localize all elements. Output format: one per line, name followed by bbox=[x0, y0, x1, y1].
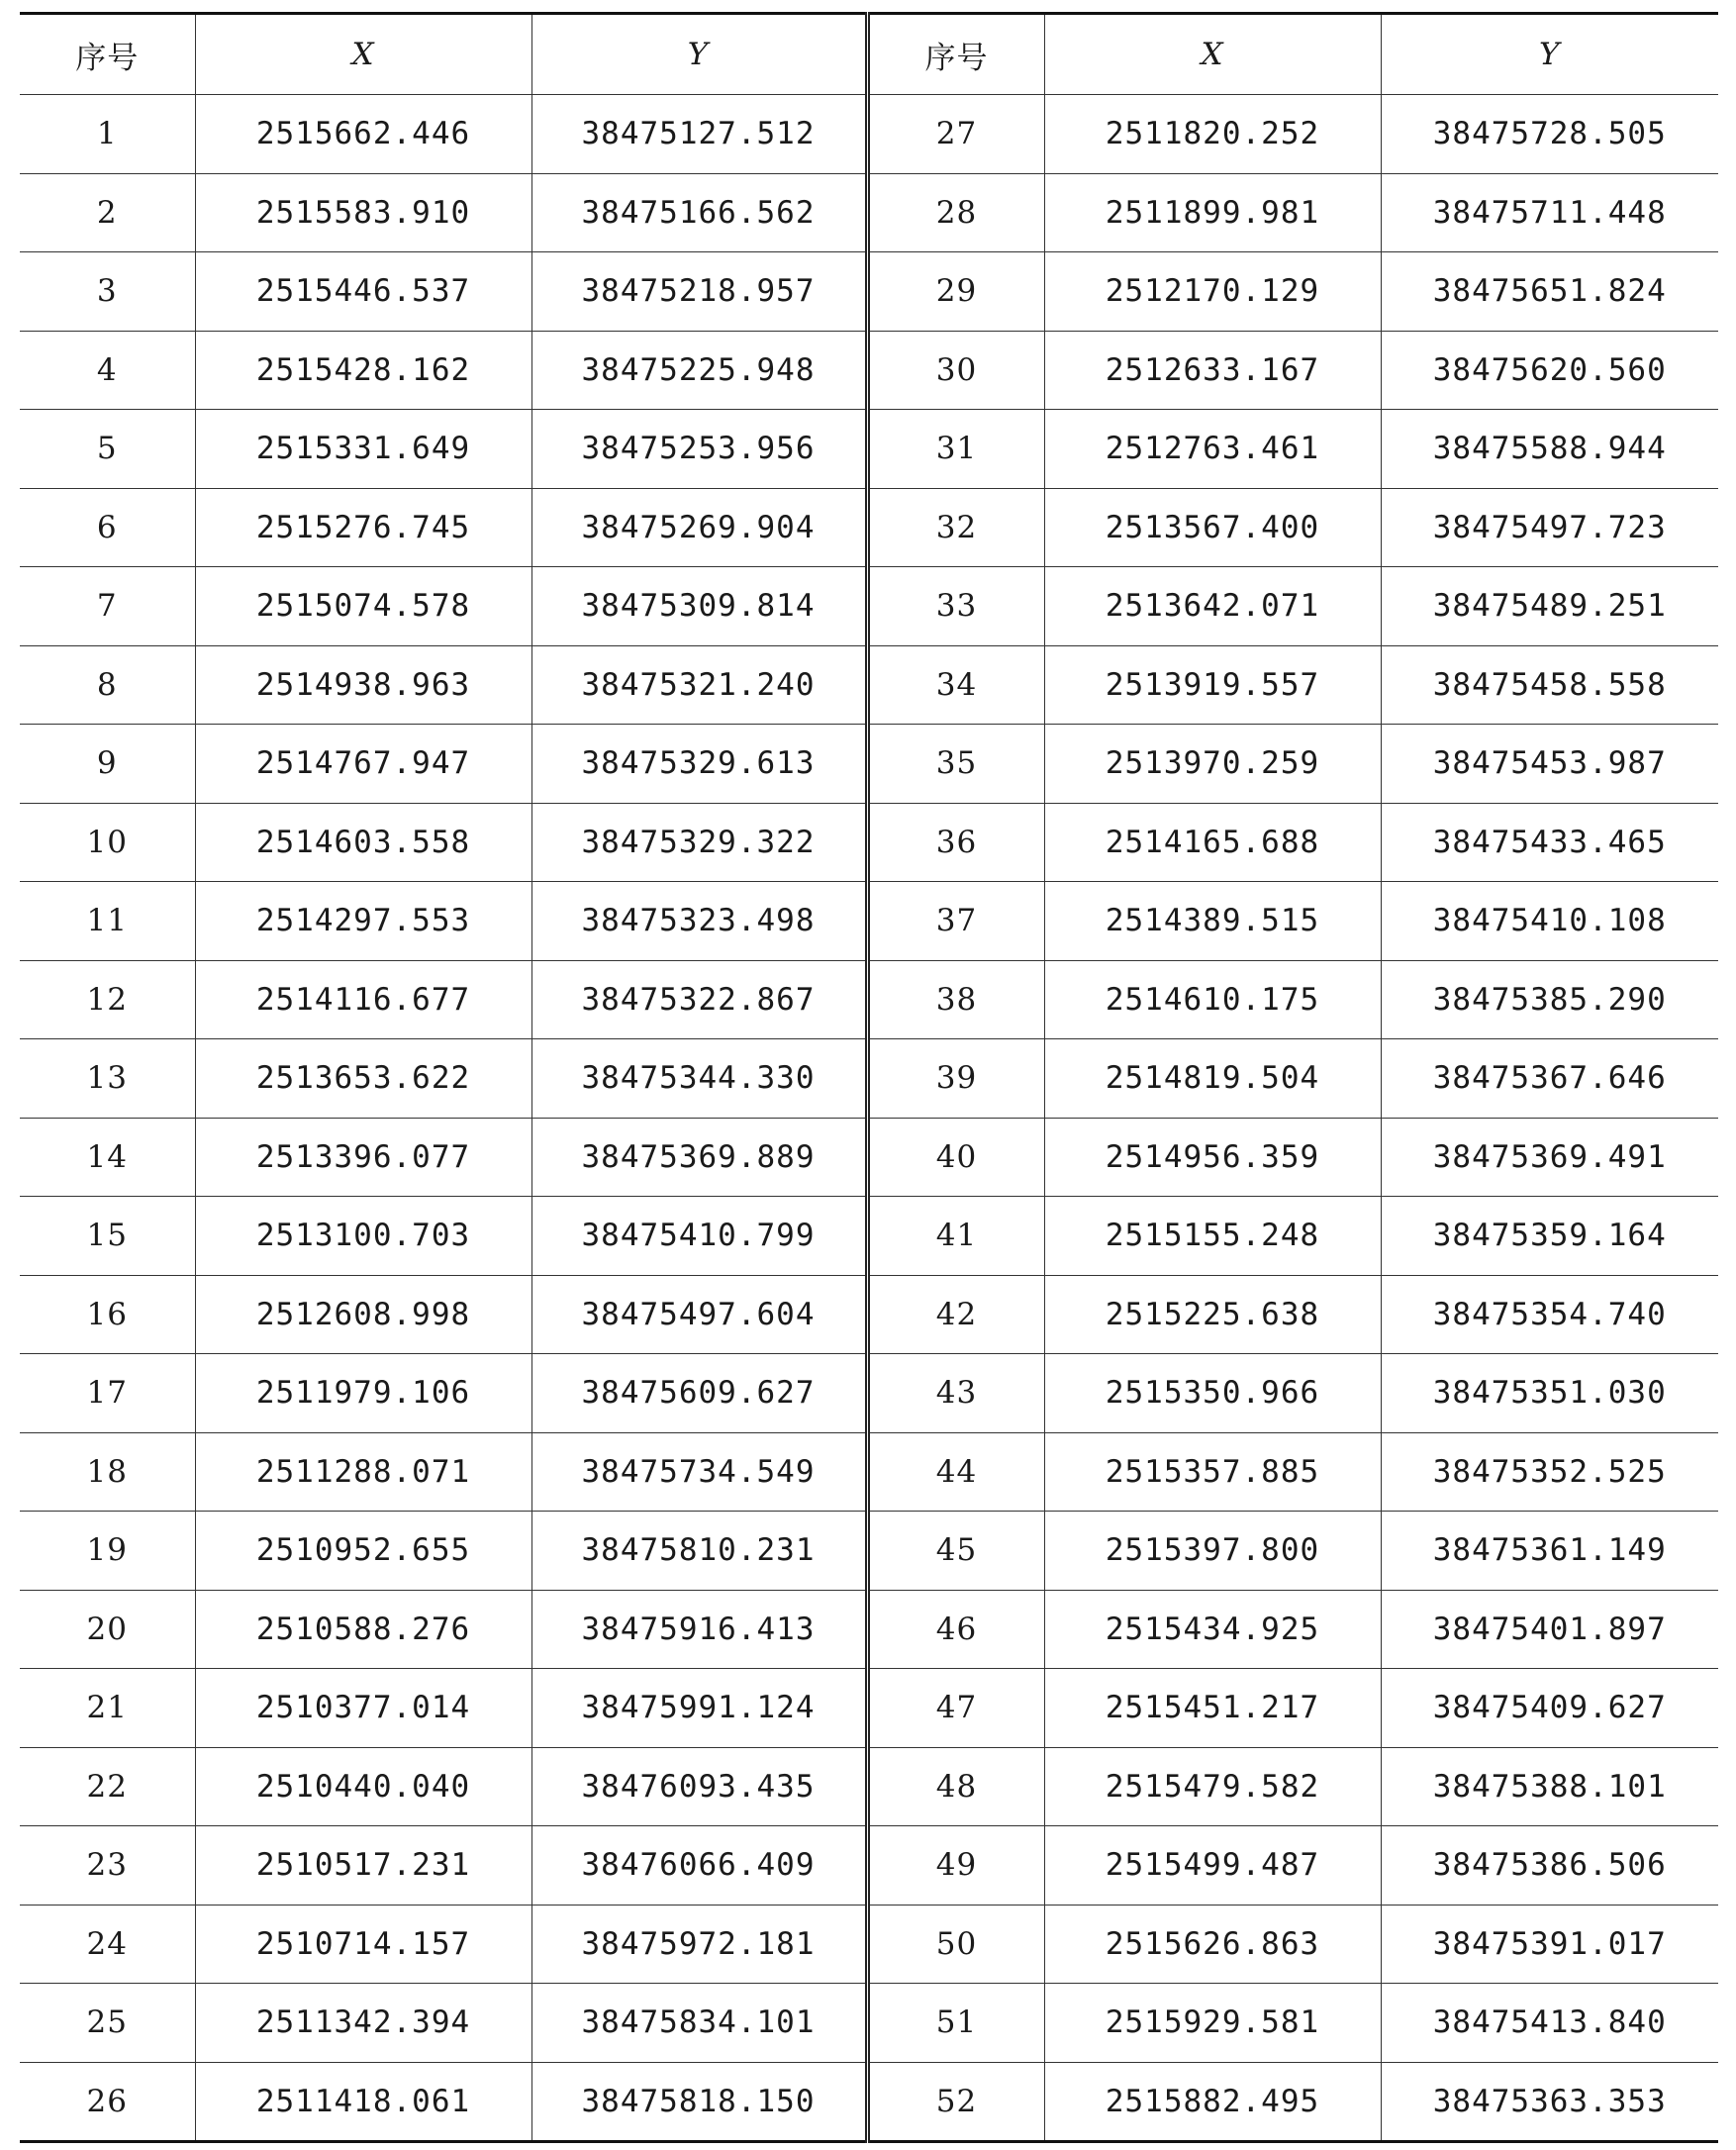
cell-index: 52 bbox=[867, 2062, 1044, 2142]
cell-y: 38475458.558 bbox=[1381, 645, 1718, 725]
cell-y: 38475321.240 bbox=[531, 645, 867, 725]
cell-index: 18 bbox=[20, 1432, 195, 1512]
cell-y: 38475253.956 bbox=[531, 410, 867, 489]
cell-x: 2515479.582 bbox=[1044, 1747, 1381, 1826]
cell-y: 38475225.948 bbox=[531, 331, 867, 410]
cell-index: 8 bbox=[20, 645, 195, 725]
cell-x: 2514297.553 bbox=[195, 882, 531, 961]
cell-y: 38475127.512 bbox=[531, 95, 867, 174]
cell-y: 38475359.164 bbox=[1381, 1197, 1718, 1276]
cell-y: 38475369.889 bbox=[531, 1118, 867, 1197]
cell-x: 2513567.400 bbox=[1044, 488, 1381, 567]
cell-index: 40 bbox=[867, 1118, 1044, 1197]
table-row bbox=[20, 1669, 1718, 1748]
cell-x: 2515155.248 bbox=[1044, 1197, 1381, 1276]
cell-y: 38475352.525 bbox=[1381, 1432, 1718, 1512]
cell-index: 48 bbox=[867, 1747, 1044, 1826]
header-y-left: Y bbox=[531, 14, 867, 95]
cell-x: 2514389.515 bbox=[1044, 882, 1381, 961]
cell-x: 2515626.863 bbox=[1044, 1905, 1381, 1984]
cell-x: 2510377.014 bbox=[195, 1669, 531, 1748]
cell-index: 22 bbox=[20, 1747, 195, 1826]
cell-y: 38475363.353 bbox=[1381, 2062, 1718, 2142]
cell-y: 38475972.181 bbox=[531, 1905, 867, 1984]
cell-index: 29 bbox=[867, 252, 1044, 332]
cell-x: 2511288.071 bbox=[195, 1432, 531, 1512]
cell-x: 2511418.061 bbox=[195, 2062, 531, 2142]
table-row bbox=[20, 960, 1718, 1039]
cell-y: 38475810.231 bbox=[531, 1512, 867, 1591]
cell-y: 38475361.149 bbox=[1381, 1512, 1718, 1591]
cell-y: 38475309.814 bbox=[531, 567, 867, 646]
cell-index: 26 bbox=[86, 2083, 128, 2119]
table-row bbox=[20, 173, 1718, 252]
cell-index: 38 bbox=[867, 960, 1044, 1039]
cell-x: 2510952.655 bbox=[195, 1512, 531, 1591]
cell-y: 38475620.560 bbox=[1381, 331, 1718, 410]
cell-y: 38475322.867 bbox=[531, 960, 867, 1039]
cell-index: 9 bbox=[20, 725, 195, 804]
cell-index: 41 bbox=[867, 1197, 1044, 1276]
table-row bbox=[20, 1512, 1718, 1591]
table-row bbox=[20, 252, 1718, 332]
cell-y: 38475388.101 bbox=[1381, 1747, 1718, 1826]
cell-x: 2515397.800 bbox=[1044, 1512, 1381, 1591]
cell-y: 38475367.646 bbox=[1381, 1039, 1718, 1119]
header-x-right: X bbox=[1044, 14, 1381, 95]
cell-y: 38475453.987 bbox=[1381, 725, 1718, 804]
cell-index: 31 bbox=[867, 410, 1044, 489]
cell-index: 23 bbox=[20, 1826, 195, 1906]
cell-y: 38475351.030 bbox=[1381, 1354, 1718, 1433]
cell-index: 34 bbox=[867, 645, 1044, 725]
cell-x: 2510588.276 bbox=[195, 1590, 531, 1669]
cell-x: 2511820.252 bbox=[1044, 95, 1381, 174]
cell-index: 32 bbox=[867, 488, 1044, 567]
cell-index: 44 bbox=[867, 1432, 1044, 1512]
cell-x: 2512763.461 bbox=[1044, 410, 1381, 489]
cell-index: 36 bbox=[867, 803, 1044, 882]
cell-index: 11 bbox=[20, 882, 195, 961]
coordinate-table-container bbox=[20, 12, 1718, 2143]
cell-y: 38475734.549 bbox=[531, 1432, 867, 1512]
cell-x: 2513396.077 bbox=[195, 1118, 531, 1197]
table-row bbox=[20, 1747, 1718, 1826]
cell-index: 30 bbox=[867, 331, 1044, 410]
cell-x: 2514938.963 bbox=[195, 645, 531, 725]
cell-x: 2515882.495 bbox=[1044, 2062, 1381, 2142]
cell-index: 50 bbox=[867, 1905, 1044, 1984]
cell-x: 2514767.947 bbox=[195, 725, 531, 804]
cell-y: 38475728.505 bbox=[1381, 95, 1718, 174]
cell-y: 38475391.017 bbox=[1381, 1905, 1718, 1984]
cell-x: 2515434.925 bbox=[1044, 1590, 1381, 1669]
cell-y: 38475329.322 bbox=[531, 803, 867, 882]
cell-y: 38475497.604 bbox=[531, 1275, 867, 1354]
cell-index: 43 bbox=[867, 1354, 1044, 1433]
cell-y: 38475386.506 bbox=[1381, 1826, 1718, 1906]
cell-y: 38475834.101 bbox=[531, 1984, 867, 2063]
cell-x: 2511979.106 bbox=[195, 1354, 531, 1433]
cell-y: 38475489.251 bbox=[1381, 567, 1718, 646]
cell-y: 38475410.108 bbox=[1381, 882, 1718, 961]
cell-x: 2512633.167 bbox=[1044, 331, 1381, 410]
cell-y: 38476066.409 bbox=[531, 1826, 867, 1906]
cell-x: 2510440.040 bbox=[195, 1747, 531, 1826]
cell-index: 2 bbox=[20, 173, 195, 252]
cell-index: 13 bbox=[20, 1039, 195, 1119]
cell-index: 37 bbox=[867, 882, 1044, 961]
cell-index: 45 bbox=[867, 1512, 1044, 1591]
table-body bbox=[20, 95, 1718, 2142]
coordinate-table bbox=[20, 12, 1718, 2143]
header-index-right: 序号 bbox=[867, 14, 1044, 95]
cell-x: 2512170.129 bbox=[1044, 252, 1381, 332]
header-row bbox=[20, 14, 1718, 95]
cell-index: 49 bbox=[867, 1826, 1044, 1906]
cell-y: 38475916.413 bbox=[531, 1590, 867, 1669]
cell-x: 2515357.885 bbox=[1044, 1432, 1381, 1512]
cell-y: 38475711.448 bbox=[1381, 173, 1718, 252]
cell-index: 3 bbox=[20, 252, 195, 332]
table-row bbox=[20, 1354, 1718, 1433]
cell-y: 38475991.124 bbox=[531, 1669, 867, 1748]
cell-x: 2513653.622 bbox=[195, 1039, 531, 1119]
table-row bbox=[20, 567, 1718, 646]
cell-y: 38475369.491 bbox=[1381, 1118, 1718, 1197]
cell-index: 4 bbox=[20, 331, 195, 410]
cell-y: 38475269.904 bbox=[531, 488, 867, 567]
cell-index: 33 bbox=[867, 567, 1044, 646]
cell-index: 39 bbox=[867, 1039, 1044, 1119]
header-y-right: Y bbox=[1381, 14, 1718, 95]
table-row bbox=[20, 488, 1718, 567]
cell-y: 38475323.498 bbox=[531, 882, 867, 961]
cell-index: 14 bbox=[20, 1118, 195, 1197]
cell-x: 2511342.394 bbox=[195, 1984, 531, 2063]
cell-index: 6 bbox=[20, 488, 195, 567]
cell-x: 2514165.688 bbox=[1044, 803, 1381, 882]
table-row bbox=[20, 882, 1718, 961]
cell-x: 2515074.578 bbox=[195, 567, 531, 646]
cell-x: 2514956.359 bbox=[1044, 1118, 1381, 1197]
cell-index: 20 bbox=[20, 1590, 195, 1669]
cell-y: 38475588.944 bbox=[1381, 410, 1718, 489]
cell-y: 38475166.562 bbox=[531, 173, 867, 252]
cell-x: 2515350.966 bbox=[1044, 1354, 1381, 1433]
cell-x: 2514603.558 bbox=[195, 803, 531, 882]
cell-x: 2514116.677 bbox=[195, 960, 531, 1039]
cell-y: 38475497.723 bbox=[1381, 488, 1718, 567]
cell-x: 2510517.231 bbox=[195, 1826, 531, 1906]
cell-index: 28 bbox=[867, 173, 1044, 252]
cell-x: 2514610.175 bbox=[1044, 960, 1381, 1039]
table-row bbox=[20, 1826, 1718, 1906]
table-row bbox=[20, 803, 1718, 882]
cell-index: 25 bbox=[20, 1984, 195, 2063]
cell-y: 38475218.957 bbox=[531, 252, 867, 332]
table-row bbox=[20, 1039, 1718, 1119]
cell-y: 38475401.897 bbox=[1381, 1590, 1718, 1669]
cell-y: 38475410.799 bbox=[531, 1197, 867, 1276]
cell-x: 2515499.487 bbox=[1044, 1826, 1381, 1906]
cell-index: 27 bbox=[867, 95, 1044, 174]
cell-y: 38475344.330 bbox=[531, 1039, 867, 1119]
table-row bbox=[20, 2062, 1718, 2142]
table-row bbox=[20, 331, 1718, 410]
header-x-left: X bbox=[195, 14, 531, 95]
cell-x: 2515446.537 bbox=[195, 252, 531, 332]
cell-x: 2515225.638 bbox=[1044, 1275, 1381, 1354]
cell-index: 12 bbox=[20, 960, 195, 1039]
header-index-left: 序号 bbox=[20, 14, 195, 95]
table-row bbox=[20, 410, 1718, 489]
cell-y: 38475651.824 bbox=[1381, 252, 1718, 332]
cell-y: 38476093.435 bbox=[531, 1747, 867, 1826]
cell-y: 38475354.740 bbox=[1381, 1275, 1718, 1354]
cell-y: 38475609.627 bbox=[531, 1354, 867, 1433]
cell-x: 2515662.446 bbox=[195, 95, 531, 174]
cell-y: 38475413.840 bbox=[1381, 1984, 1718, 2063]
table-row bbox=[20, 645, 1718, 725]
cell-index: 15 bbox=[20, 1197, 195, 1276]
cell-index: 46 bbox=[867, 1590, 1044, 1669]
table-row bbox=[20, 1984, 1718, 2063]
table-row bbox=[20, 1118, 1718, 1197]
table-row bbox=[20, 1197, 1718, 1276]
cell-y: 38475409.627 bbox=[1381, 1669, 1718, 1748]
cell-index: 7 bbox=[20, 567, 195, 646]
cell-x: 2513642.071 bbox=[1044, 567, 1381, 646]
cell-x: 2515451.217 bbox=[1044, 1669, 1381, 1748]
table-row bbox=[20, 1275, 1718, 1354]
cell-index: 51 bbox=[867, 1984, 1044, 2063]
cell-x: 2510714.157 bbox=[195, 1905, 531, 1984]
cell-y: 38475433.465 bbox=[1381, 803, 1718, 882]
cell-x: 2512608.998 bbox=[195, 1275, 531, 1354]
cell-x: 2515276.745 bbox=[195, 488, 531, 567]
cell-x: 2514819.504 bbox=[1044, 1039, 1381, 1119]
cell-index: 47 bbox=[867, 1669, 1044, 1748]
table-row bbox=[20, 725, 1718, 804]
cell-index: 35 bbox=[867, 725, 1044, 804]
table-row bbox=[20, 95, 1718, 174]
cell-index: 1 bbox=[20, 95, 195, 174]
cell-index: 21 bbox=[20, 1669, 195, 1748]
cell-x: 2513100.703 bbox=[195, 1197, 531, 1276]
cell-index: 19 bbox=[20, 1512, 195, 1591]
cell-y: 38475329.613 bbox=[531, 725, 867, 804]
cell-x: 2513970.259 bbox=[1044, 725, 1381, 804]
table-row bbox=[20, 1432, 1718, 1512]
cell-index: 42 bbox=[867, 1275, 1044, 1354]
cell-index: 10 bbox=[20, 803, 195, 882]
cell-index: 5 bbox=[20, 410, 195, 489]
cell-index: 17 bbox=[20, 1354, 195, 1433]
cell-x: 2513919.557 bbox=[1044, 645, 1381, 725]
cell-x: 2515583.910 bbox=[195, 173, 531, 252]
table-row bbox=[20, 1905, 1718, 1984]
cell-y: 38475818.150 bbox=[531, 2062, 867, 2142]
cell-x: 2511899.981 bbox=[1044, 173, 1381, 252]
cell-index: 24 bbox=[20, 1905, 195, 1984]
cell-x: 2515331.649 bbox=[195, 410, 531, 489]
table-row bbox=[20, 1590, 1718, 1669]
cell-y: 38475385.290 bbox=[1381, 960, 1718, 1039]
cell-x: 2515428.162 bbox=[195, 331, 531, 410]
cell-index: 16 bbox=[20, 1275, 195, 1354]
cell-x: 2515929.581 bbox=[1044, 1984, 1381, 2063]
